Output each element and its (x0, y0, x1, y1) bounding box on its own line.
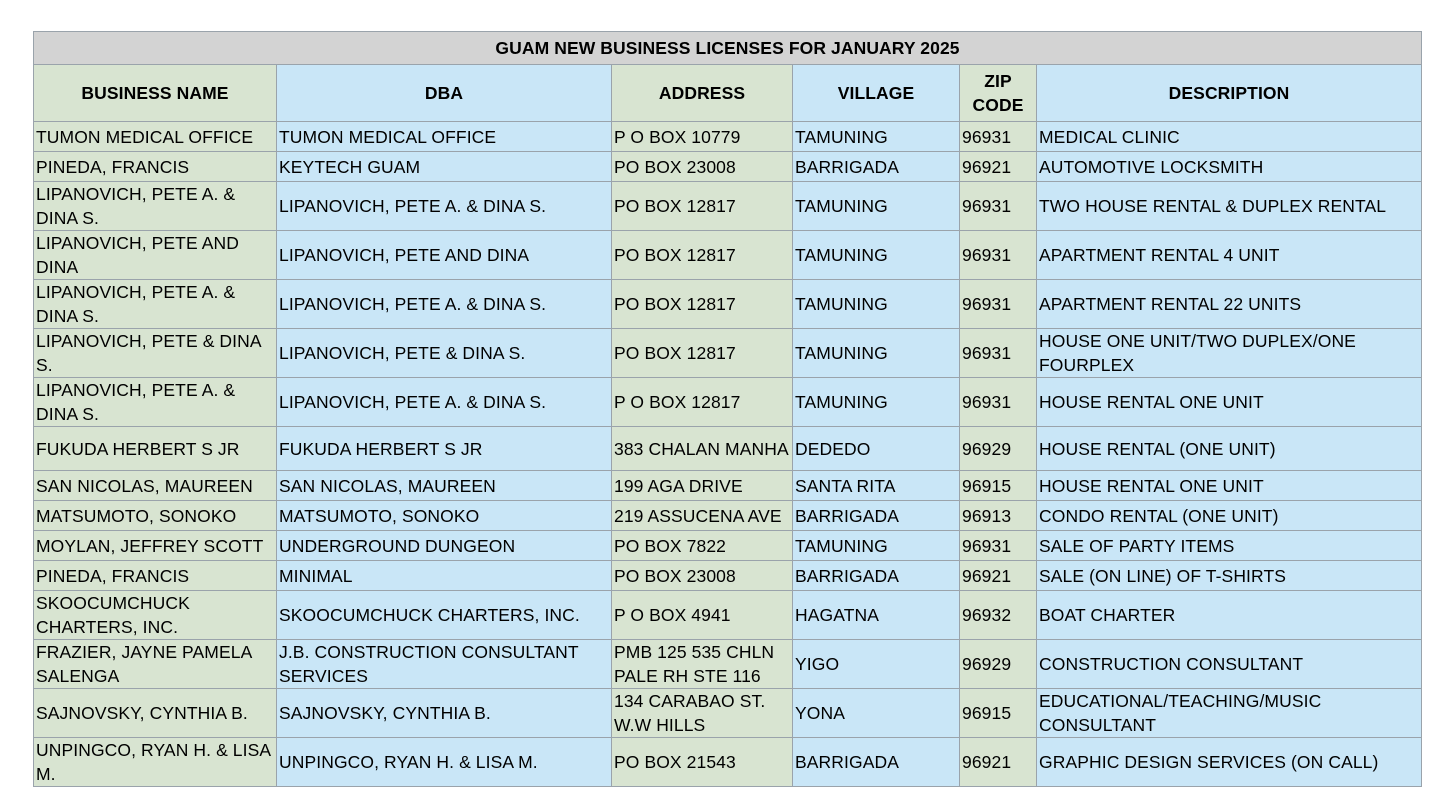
cell-description: MEDICAL CLINIC (1037, 122, 1422, 152)
cell-zip-code: 96915 (960, 471, 1037, 501)
cell-business-name: TUMON MEDICAL OFFICE (34, 122, 277, 152)
cell-description: SALE (ON LINE) OF T-SHIRTS (1037, 561, 1422, 591)
cell-village: TAMUNING (793, 280, 960, 329)
table-row (34, 280, 1422, 329)
table-row (34, 329, 1422, 378)
table-row (34, 561, 1422, 591)
cell-dba: SKOOCUMCHUCK CHARTERS, INC. (277, 591, 612, 640)
table-row (34, 231, 1422, 280)
cell-zip-code: 96913 (960, 501, 1037, 531)
cell-description: HOUSE RENTAL ONE UNIT (1037, 471, 1422, 501)
table-row (34, 182, 1422, 231)
header-row (34, 65, 1422, 122)
cell-address: 383 CHALAN MANHA (612, 427, 793, 471)
business-licenses-table (33, 31, 1422, 787)
cell-dba: LIPANOVICH, PETE AND DINA (277, 231, 612, 280)
cell-dba: TUMON MEDICAL OFFICE (277, 122, 612, 152)
cell-description: EDUCATIONAL/TEACHING/MUSIC CONSULTANT (1037, 689, 1422, 738)
table-row (34, 689, 1422, 738)
cell-description: CONSTRUCTION CONSULTANT (1037, 640, 1422, 689)
cell-business-name: LIPANOVICH, PETE A. & DINA S. (34, 378, 277, 427)
cell-zip-code: 96931 (960, 531, 1037, 561)
cell-business-name: UNPINGCO, RYAN H. & LISA M. (34, 738, 277, 787)
cell-zip-code: 96932 (960, 591, 1037, 640)
cell-address: P O BOX 10779 (612, 122, 793, 152)
cell-business-name: SAN NICOLAS, MAUREEN (34, 471, 277, 501)
cell-business-name: LIPANOVICH, PETE A. & DINA S. (34, 280, 277, 329)
cell-description: HOUSE RENTAL ONE UNIT (1037, 378, 1422, 427)
table-title: GUAM NEW BUSINESS LICENSES FOR JANUARY 2025 (34, 32, 1422, 65)
cell-business-name: FUKUDA HERBERT S JR (34, 427, 277, 471)
cell-address: 134 CARABAO ST. W.W HILLS (612, 689, 793, 738)
cell-business-name: MOYLAN, JEFFREY SCOTT (34, 531, 277, 561)
cell-dba: UNPINGCO, RYAN H. & LISA M. (277, 738, 612, 787)
cell-village: BARRIGADA (793, 152, 960, 182)
header-zip-code: ZIP CODE (960, 65, 1037, 122)
cell-address: PO BOX 12817 (612, 280, 793, 329)
cell-zip-code: 96931 (960, 122, 1037, 152)
cell-description: HOUSE RENTAL (ONE UNIT) (1037, 427, 1422, 471)
cell-village: TAMUNING (793, 182, 960, 231)
cell-village: TAMUNING (793, 231, 960, 280)
cell-village: YONA (793, 689, 960, 738)
cell-business-name: LIPANOVICH, PETE & DINA S. (34, 329, 277, 378)
cell-description: SALE OF PARTY ITEMS (1037, 531, 1422, 561)
cell-address: 219 ASSUCENA AVE (612, 501, 793, 531)
cell-description: APARTMENT RENTAL 22 UNITS (1037, 280, 1422, 329)
cell-dba: UNDERGROUND DUNGEON (277, 531, 612, 561)
table-row (34, 738, 1422, 787)
cell-address: PO BOX 23008 (612, 561, 793, 591)
cell-business-name: PINEDA, FRANCIS (34, 561, 277, 591)
cell-dba: KEYTECH GUAM (277, 152, 612, 182)
cell-address: PO BOX 12817 (612, 231, 793, 280)
cell-description: GRAPHIC DESIGN SERVICES (ON CALL) (1037, 738, 1422, 787)
cell-village: BARRIGADA (793, 561, 960, 591)
cell-zip-code: 96931 (960, 182, 1037, 231)
header-business-name: BUSINESS NAME (34, 65, 277, 122)
cell-business-name: MATSUMOTO, SONOKO (34, 501, 277, 531)
cell-zip-code: 96915 (960, 689, 1037, 738)
cell-dba: MATSUMOTO, SONOKO (277, 501, 612, 531)
cell-dba: SAN NICOLAS, MAUREEN (277, 471, 612, 501)
cell-dba: SAJNOVSKY, CYNTHIA B. (277, 689, 612, 738)
cell-description: TWO HOUSE RENTAL & DUPLEX RENTAL (1037, 182, 1422, 231)
header-village: VILLAGE (793, 65, 960, 122)
cell-business-name: FRAZIER, JAYNE PAMELA SALENGA (34, 640, 277, 689)
cell-village: TAMUNING (793, 378, 960, 427)
cell-village: TAMUNING (793, 329, 960, 378)
cell-description: APARTMENT RENTAL 4 UNIT (1037, 231, 1422, 280)
cell-dba: LIPANOVICH, PETE & DINA S. (277, 329, 612, 378)
cell-village: SANTA RITA (793, 471, 960, 501)
header-address: ADDRESS (612, 65, 793, 122)
table-row (34, 152, 1422, 182)
cell-zip-code: 96931 (960, 329, 1037, 378)
cell-business-name: LIPANOVICH, PETE AND DINA (34, 231, 277, 280)
cell-description: BOAT CHARTER (1037, 591, 1422, 640)
cell-address: P O BOX 12817 (612, 378, 793, 427)
cell-zip-code: 96931 (960, 231, 1037, 280)
cell-zip-code: 96931 (960, 280, 1037, 329)
cell-zip-code: 96929 (960, 640, 1037, 689)
cell-dba: J.B. CONSTRUCTION CONSULTANT SERVICES (277, 640, 612, 689)
cell-address: PO BOX 21543 (612, 738, 793, 787)
cell-dba: LIPANOVICH, PETE A. & DINA S. (277, 280, 612, 329)
cell-village: HAGATNA (793, 591, 960, 640)
table-row (34, 640, 1422, 689)
cell-dba: FUKUDA HERBERT S JR (277, 427, 612, 471)
cell-business-name: SAJNOVSKY, CYNTHIA B. (34, 689, 277, 738)
cell-description: AUTOMOTIVE LOCKSMITH (1037, 152, 1422, 182)
table-row (34, 591, 1422, 640)
cell-address: PO BOX 7822 (612, 531, 793, 561)
title-row (34, 32, 1422, 65)
cell-zip-code: 96921 (960, 738, 1037, 787)
cell-address: PO BOX 23008 (612, 152, 793, 182)
cell-business-name: PINEDA, FRANCIS (34, 152, 277, 182)
cell-business-name: LIPANOVICH, PETE A. & DINA S. (34, 182, 277, 231)
cell-village: YIGO (793, 640, 960, 689)
table-row (34, 501, 1422, 531)
cell-zip-code: 96921 (960, 561, 1037, 591)
cell-dba: MINIMAL (277, 561, 612, 591)
table-row (34, 122, 1422, 152)
cell-village: BARRIGADA (793, 501, 960, 531)
cell-village: TAMUNING (793, 531, 960, 561)
cell-dba: LIPANOVICH, PETE A. & DINA S. (277, 182, 612, 231)
table-row (34, 378, 1422, 427)
cell-village: BARRIGADA (793, 738, 960, 787)
cell-description: HOUSE ONE UNIT/TWO DUPLEX/ONE FOURPLEX (1037, 329, 1422, 378)
cell-zip-code: 96931 (960, 378, 1037, 427)
cell-address: 199 AGA DRIVE (612, 471, 793, 501)
cell-description: CONDO RENTAL (ONE UNIT) (1037, 501, 1422, 531)
table-row (34, 471, 1422, 501)
header-dba: DBA (277, 65, 612, 122)
cell-address: PMB 125 535 CHLN PALE RH STE 116 (612, 640, 793, 689)
cell-zip-code: 96921 (960, 152, 1037, 182)
cell-business-name: SKOOCUMCHUCK CHARTERS, INC. (34, 591, 277, 640)
cell-address: PO BOX 12817 (612, 182, 793, 231)
cell-dba: LIPANOVICH, PETE A. & DINA S. (277, 378, 612, 427)
table-row (34, 531, 1422, 561)
cell-address: P O BOX 4941 (612, 591, 793, 640)
table-row (34, 427, 1422, 471)
cell-address: PO BOX 12817 (612, 329, 793, 378)
cell-zip-code: 96929 (960, 427, 1037, 471)
cell-village: DEDEDO (793, 427, 960, 471)
cell-village: TAMUNING (793, 122, 960, 152)
header-description: DESCRIPTION (1037, 65, 1422, 122)
